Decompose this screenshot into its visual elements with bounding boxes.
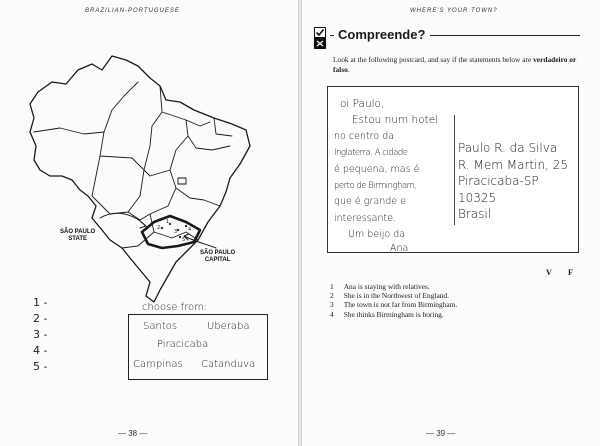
message-line: que é grande e <box>334 196 406 208</box>
answer-number: 2 - <box>33 312 48 325</box>
statement-text: Ana is staying with relatives. <box>343 282 430 291</box>
statement-item <box>330 282 457 291</box>
statement-item <box>330 291 457 300</box>
message-line: Estou num hotel <box>352 114 439 127</box>
town-dot <box>161 227 163 229</box>
instruction-text: Look at the following postcard, and say if the statements below are verdadeiro or falso. <box>333 55 577 74</box>
town-word: Santos <box>143 321 178 332</box>
left-page <box>0 0 298 446</box>
map-label-capital: SÃO PAULO CAPITAL <box>200 250 236 263</box>
town-word: Piracicaba <box>157 339 209 350</box>
heading-rule-left <box>330 35 334 36</box>
answer-number: 3 - <box>33 328 48 341</box>
statement-text: She thinks Birmingham is boring. <box>343 309 444 319</box>
message-line: é pequena, mas é <box>334 163 420 175</box>
message-line: oi Paulo, <box>340 98 385 110</box>
statement-text: She is in the Northwest of England. <box>343 291 450 301</box>
town-marker: 1 <box>166 219 170 225</box>
message-line: no centro da <box>334 130 395 142</box>
statement-text: The town is not far from Birmingham. <box>343 300 458 310</box>
statement-number: 2 <box>330 291 334 301</box>
section-heading: Compreende? <box>338 27 426 42</box>
town-dot <box>177 229 179 231</box>
message-line: interessante. <box>334 212 397 224</box>
statement-item <box>330 300 457 309</box>
town-word: Campinas <box>133 359 183 370</box>
town-marker: 5 <box>182 237 186 243</box>
heading-rule-right <box>430 35 580 36</box>
statement-item <box>330 310 457 319</box>
statement-list <box>330 282 457 319</box>
sao-paulo-state <box>142 216 200 248</box>
message-line: Ana <box>390 242 409 254</box>
federal-district <box>178 178 186 184</box>
statement-number: 3 <box>330 300 334 310</box>
town-word: Catanduva <box>201 359 256 370</box>
town-marker: 3 <box>174 229 178 235</box>
postcard-divider <box>454 115 455 225</box>
address-line: 10325 <box>458 190 497 205</box>
page-number-right: — 39 — <box>426 429 456 438</box>
map-label-state: SÃO PAULO STATE <box>60 229 96 242</box>
town-dot <box>185 225 187 227</box>
address-line: Piracicaba-SP <box>458 174 539 188</box>
brazil-outline <box>30 56 250 302</box>
message-line: Um beijo da <box>348 229 406 241</box>
answer-number: 1 - <box>33 296 48 309</box>
town-word-box <box>128 314 268 380</box>
town-marker: 4 <box>188 227 192 233</box>
message-line: Inglaterra. A cidade <box>334 148 408 159</box>
choose-label: choose from: <box>142 302 208 313</box>
postcard-address <box>458 140 568 223</box>
statement-number: 1 <box>330 282 334 291</box>
column-header-f: F <box>568 268 573 277</box>
column-header-v: V <box>546 268 552 277</box>
town-marker: 2 <box>157 225 161 231</box>
message-line: perto de Birmingham, <box>334 181 417 192</box>
town-word: Uberaba <box>207 321 250 332</box>
page-number-left: — 38 — <box>118 429 148 438</box>
town-dot <box>169 223 171 225</box>
answer-number: 5 - <box>33 360 48 373</box>
postcard <box>327 86 579 253</box>
town-dot <box>179 236 181 238</box>
address-line: R. Mem Martin, 25 <box>458 157 568 172</box>
checklist-icon <box>314 27 326 49</box>
state-borders <box>34 82 232 248</box>
statement-number: 4 <box>330 309 334 319</box>
postcard-message <box>334 96 438 254</box>
running-head-left: BRAZILIAN-PORTUGUESE <box>85 8 180 14</box>
answer-number: 4 - <box>33 344 48 357</box>
address-line: Paulo R. da Silva <box>458 141 558 155</box>
address-line: Brasil <box>458 207 492 221</box>
running-head-right: WHERE'S YOUR TOWN? <box>410 8 498 14</box>
arrow-state <box>100 213 146 226</box>
